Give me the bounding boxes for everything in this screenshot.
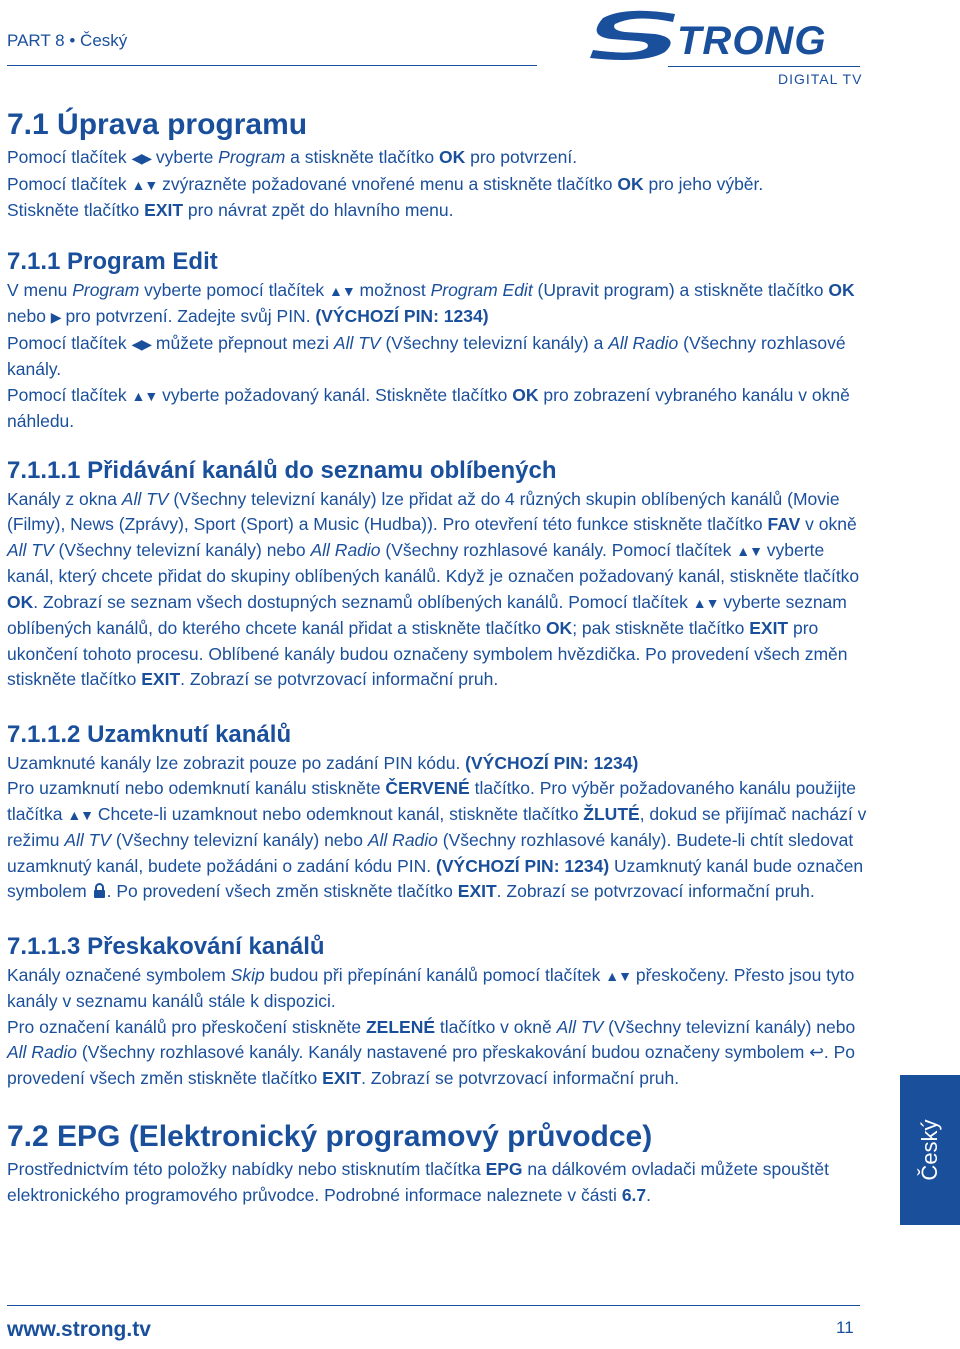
up-down-arrows-icon: ▲▼ <box>736 542 762 559</box>
left-right-arrows-icon: ◀▶ <box>131 150 152 166</box>
skip-symbol-icon: ↩ <box>809 1042 824 1062</box>
footer-url: www.strong.tv <box>7 1318 151 1341</box>
section-title-7-1-1: 7.1.1 Program Edit <box>7 247 218 275</box>
page-number: 11 <box>836 1318 854 1337</box>
paragraph-7-1-1-3-a: Kanály označené symbolem Skip budou při přepínání kanálů pomocí tlačítek ▲▼ přeskočeny. Přesto jsou tyto kanály v seznamu kanálů stále k dispozici. <box>7 964 855 1011</box>
header-part-label: PART 8 • Český <box>7 31 128 50</box>
footer-divider <box>7 1305 860 1306</box>
up-down-arrows-icon: ▲▼ <box>131 176 158 193</box>
left-right-arrows-icon: ◀▶ <box>131 335 152 352</box>
lock-icon <box>92 883 107 899</box>
paragraph-7-1-line-1: Pomocí tlačítek ◀▶ vyberte Program a stiskněte tlačítko OK pro potvrzení. <box>7 147 578 167</box>
paragraph-7-1-line-3: Stiskněte tlačítko EXIT pro návrat zpět do hlavního menu. <box>7 200 454 220</box>
section-title-7-1-1-1: 7.1.1.1 Přidávání kanálů do seznamu oblíbených <box>7 456 557 484</box>
side-tab-label: Český <box>917 1119 942 1181</box>
header-divider <box>7 65 537 66</box>
up-down-arrows-icon: ▲▼ <box>692 594 719 611</box>
up-down-arrows-icon: ▲▼ <box>605 967 631 984</box>
up-down-arrows-icon: ▲▼ <box>328 282 355 299</box>
section-title-7-1: 7.1 Úprava programu <box>7 108 308 141</box>
section-title-7-2: 7.2 EPG (Elektronický programový průvodce) <box>7 1120 653 1153</box>
paragraph-7-1-1-2: Uzamknuté kanály lze zobrazit pouze po zadání PIN kódu. (VÝCHOZÍ PIN: 1234) Pro uzamknutí nebo odemknutí kanálu stiskněte ČERVENÉ tlačítko. Pro výběr požadovaného kanálu použijte tlačítka ▲▼ Chcete-li uzamknout nebo odemknout kanál, stiskněte tlačítko ŽLUTÉ, dokud se přijímač nachází v režimu All TV (Všechny televizní kanály) nebo All Radio (Všechny rozhlasové kanály). Budete-li chtít sledovat uzamknutý kanál, budete požádáni o zadání kódu PIN. (VÝCHOZÍ PIN: 1234) Uzamknutý kanál bude označen symbolem . Po provedení všech změn stiskněte tlačítko EXIT. Zobrazí se potvrzovací informační pruh. <box>7 752 867 901</box>
section-title-7-1-1-3: 7.1.1.3 Přeskakování kanálů <box>7 932 325 960</box>
paragraph-7-1-line-2: Pomocí tlačítek ▲▼ zvýrazněte požadované vnořené menu a stiskněte tlačítko OK pro jeho výběr. <box>7 173 764 194</box>
right-arrow-icon: ▶ <box>50 309 61 325</box>
logo-divider <box>668 66 860 67</box>
paragraph-7-2: Prostřednictvím této položky nabídky nebo stisknutím tlačítka EPG na dálkovém ovladači můžete spouštět elektronického programového průvodce. Podrobné informace naleznete v části 6.7. <box>7 1159 829 1205</box>
svg-text:TRONG: TRONG <box>677 19 827 63</box>
paragraph-7-1-1-3-b: Pro označení kanálů pro přeskočení stiskněte ZELENÉ tlačítko v okně All TV (Všechny televizní kanály) nebo All Radio (Všechny rozhlasové kanály. Kanály nastavené pro přeskakování budou označeny symbolem ↩. Po provedení všech změn stiskněte tlačítko EXIT. Zobrazí se potvrzovací informační pruh. <box>7 1016 856 1088</box>
strong-logo <box>585 8 865 63</box>
paragraph-7-1-1-a: V menu Program vyberte pomocí tlačítek ▲▼ možnost Program Edit (Upravit program) a stiskněte tlačítko OK nebo ▶ pro potvrzení. Zadejte svůj PIN. (VÝCHOZÍ PIN: 1234) <box>7 279 855 326</box>
language-side-tab <box>900 1075 960 1225</box>
page-content <box>7 105 867 1208</box>
up-down-arrows-icon: ▲▼ <box>67 806 94 823</box>
up-down-arrows-icon: ▲▼ <box>131 387 158 404</box>
paragraph-7-1-1-c: Pomocí tlačítek ▲▼ vyberte požadovaný kanál. Stiskněte tlačítko OK pro zobrazení vybraného kanálu v okně náhledu. <box>7 384 850 431</box>
logo-tagline: DIGITAL TV <box>778 71 863 87</box>
paragraph-7-1-1-b: Pomocí tlačítek ◀▶ můžete přepnout mezi All TV (Všechny televizní kanály) a All Radio (Všechny rozhlasové kanály. <box>7 332 846 379</box>
paragraph-7-1-1-1: Kanály z okna All TV (Všechny televizní kanály) lze přidat až do 4 různých skupin oblíbených kanálů (Movie (Filmy), News (Zprávy), Sport (Sport) a Music (Hudba)). Pro otevření této funkce stiskněte tlačítko FAV v okně All TV (Všechny televizní kanály) nebo All Radio (Všechny rozhlasové kanály. Pomocí tlačítek ▲▼ vyberte kanál, který chcete přidat do skupiny oblíbených kanálů. Když je označen požadovaný kanál, stiskněte tlačítko OK. Zobrazí se seznam všech dostupných seznamů oblíbených kanálů. Pomocí tlačítek ▲▼ vyberte seznam oblíbených kanálů, do kterého chcete kanál přidat a stiskněte tlačítko OK; pak stiskněte tlačítko EXIT pro ukončení tohoto procesu. Oblíbené kanály budou označeny symbolem hvězdička. Po provedení všech změn stiskněte tlačítko EXIT. Zobrazí se potvrzovací informační pruh. <box>7 488 860 689</box>
section-title-7-1-1-2: 7.1.1.2 Uzamknutí kanálů <box>7 720 292 748</box>
